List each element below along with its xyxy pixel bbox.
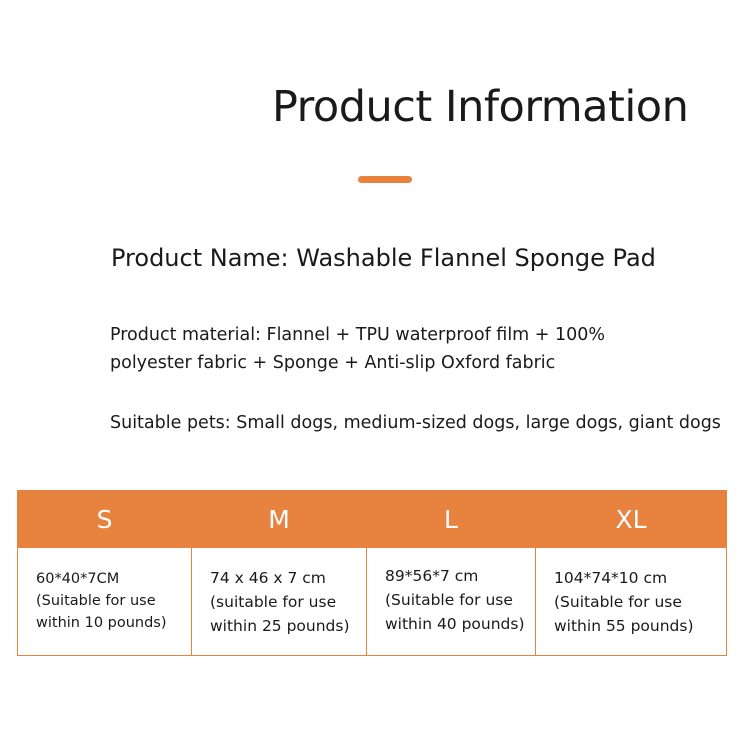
- size-dimensions-s: 60*40*7CM: [36, 571, 120, 587]
- product-name: Product Name: Washable Flannel Sponge Pad: [111, 244, 656, 272]
- size-weight-m: within 25 pounds): [210, 617, 350, 635]
- size-usage-l: (Suitable for use: [385, 591, 513, 609]
- size-header-s: S: [18, 491, 191, 548]
- title-divider: [358, 176, 412, 183]
- size-dimensions-l: 89*56*7 cm: [385, 567, 479, 585]
- product-material-line-2: polyester fabric + Sponge + Anti-slip Oxford fabric: [110, 353, 556, 373]
- size-column-xl: [536, 491, 726, 655]
- size-column-m: [192, 491, 367, 655]
- size-weight-l: within 40 pounds): [385, 615, 525, 633]
- size-column-l: [367, 491, 536, 655]
- size-header-xl: XL: [536, 491, 726, 548]
- size-header-m: M: [192, 491, 366, 548]
- size-usage-xl: (Suitable for use: [554, 593, 682, 611]
- page-title: Product Information: [272, 82, 689, 132]
- size-weight-s: within 10 pounds): [36, 615, 167, 631]
- size-dimensions-m: 74 x 46 x 7 cm: [210, 569, 326, 587]
- size-details-s: [18, 548, 191, 655]
- size-table: [17, 490, 727, 656]
- suitable-pets: Suitable pets: Small dogs, medium-sized dogs, large dogs, giant dogs: [110, 413, 721, 433]
- product-material-line-1: Product material: Flannel + TPU waterproof film + 100%: [110, 325, 606, 345]
- size-header-l: L: [367, 491, 535, 548]
- size-weight-xl: within 55 pounds): [554, 617, 694, 635]
- size-usage-m: (suitable for use: [210, 593, 337, 611]
- size-dimensions-xl: 104*74*10 cm: [554, 569, 668, 587]
- size-details-xl: [536, 548, 726, 655]
- product-material: [110, 321, 610, 377]
- size-details-l: [367, 548, 535, 655]
- size-usage-s: (Suitable for use: [36, 593, 156, 609]
- size-column-s: [18, 491, 192, 655]
- size-details-m: [192, 548, 366, 655]
